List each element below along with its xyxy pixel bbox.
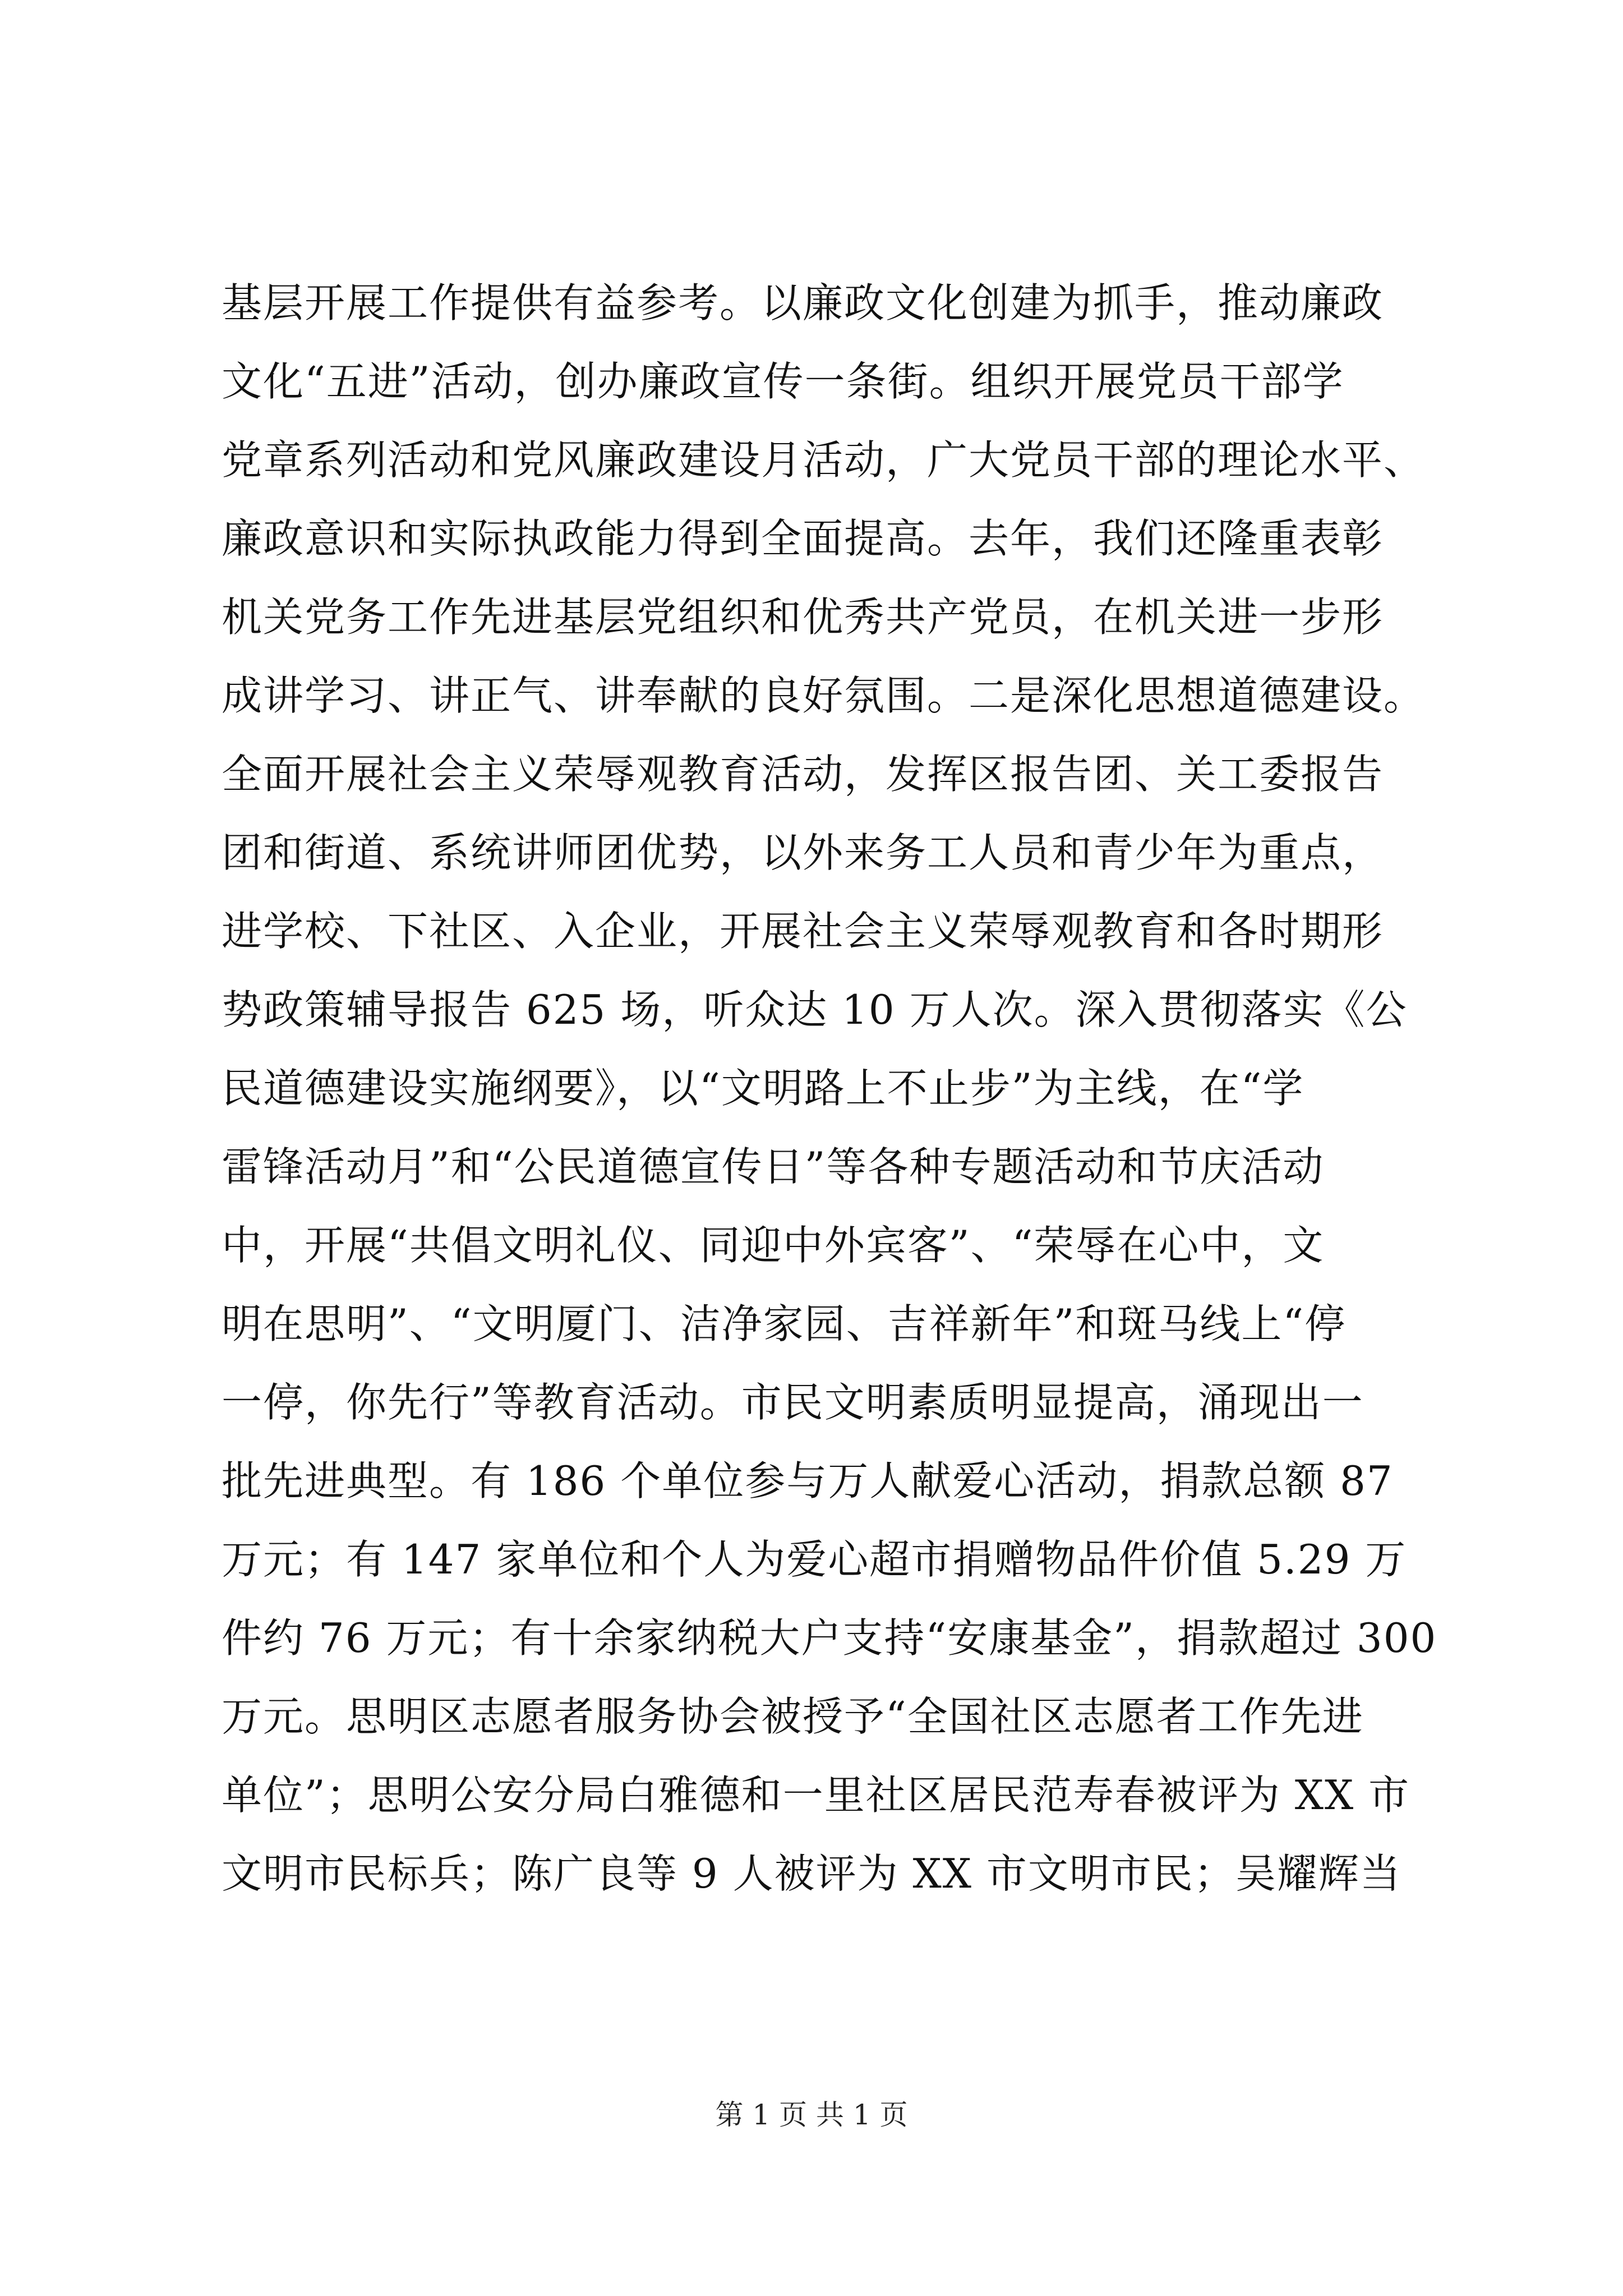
text-line-19: 万元。思明区志愿者服务协会被授予“全国社区志愿者工作先进	[222, 1693, 1364, 1740]
text-line-4: 廉政意识和实际执政能力得到全面提高。去年，我们还隆重表彰	[222, 515, 1384, 562]
text-line-17: 万元；有 147 家单位和个人为爱心超市捐赠物品件价值 5.29 万	[222, 1536, 1407, 1583]
text-line-3: 党章系列活动和党风廉政建设月活动，广大党员干部的理论水平、	[222, 436, 1426, 484]
page-footer	[0, 2092, 1623, 2137]
text-line-21: 文明市民标兵；陈广良等 9 人被评为 XX 市文明市民；吴耀辉当	[222, 1850, 1401, 1897]
text-line-20: 单位”；思明公安分局白雅德和一里社区居民范寿春被评为 XX 市	[222, 1772, 1410, 1819]
text-line-5: 机关党务工作先进基层党组织和优秀共产党员，在机关进一步形	[222, 593, 1384, 641]
text-line-2: 文化“五进”活动，创办廉政宣传一条街。组织开展党员干部学	[222, 358, 1344, 405]
text-line-8: 团和街道、系统讲师团优势，以外来务工人员和青少年为重点，	[222, 829, 1384, 876]
text-line-13: 中，开展“共倡文明礼仪、同迎中外宾客”、“荣辱在心中，文	[222, 1222, 1325, 1269]
text-line-9: 进学校、下社区、入企业，开展社会主义荣辱观教育和各时期形	[222, 908, 1384, 955]
body-text	[222, 264, 1478, 1913]
text-line-10: 势政策辅导报告 625 场，听众达 10 万人次。深入贯彻落实《公	[222, 986, 1408, 1033]
text-line-1: 基层开展工作提供有益参考。以廉政文化创建为抓手，推动廉政	[222, 279, 1384, 326]
text-line-7: 全面开展社会主义荣辱观教育活动，发挥区报告团、关工委报告	[222, 751, 1384, 798]
text-line-11: 民道德建设实施纲要》，以“文明路上不止步”为主线，在“学	[222, 1065, 1304, 1112]
text-line-15: 一停，你先行”等教育活动。市民文明素质明显提高，涌现出一	[222, 1379, 1364, 1426]
page-number-label: 第 1 页 共 1 页	[715, 2099, 908, 2131]
text-line-6: 成讲学习、讲正气、讲奉献的良好氛围。二是深化思想道德建设。	[222, 672, 1426, 719]
text-line-16: 批先进典型。有 186 个单位参与万人献爱心活动，捐款总额 87	[222, 1457, 1394, 1504]
text-line-18: 件约 76 万元；有十余家纳税大户支持“安康基金”，捐款超过 300	[222, 1614, 1437, 1662]
text-line-14: 明在思明”、“文明厦门、洁净家园、吉祥新年”和斑马线上“停	[222, 1300, 1347, 1347]
text-line-12: 雷锋活动月”和“公民道德宣传日”等各种专题活动和节庆活动	[222, 1143, 1325, 1190]
